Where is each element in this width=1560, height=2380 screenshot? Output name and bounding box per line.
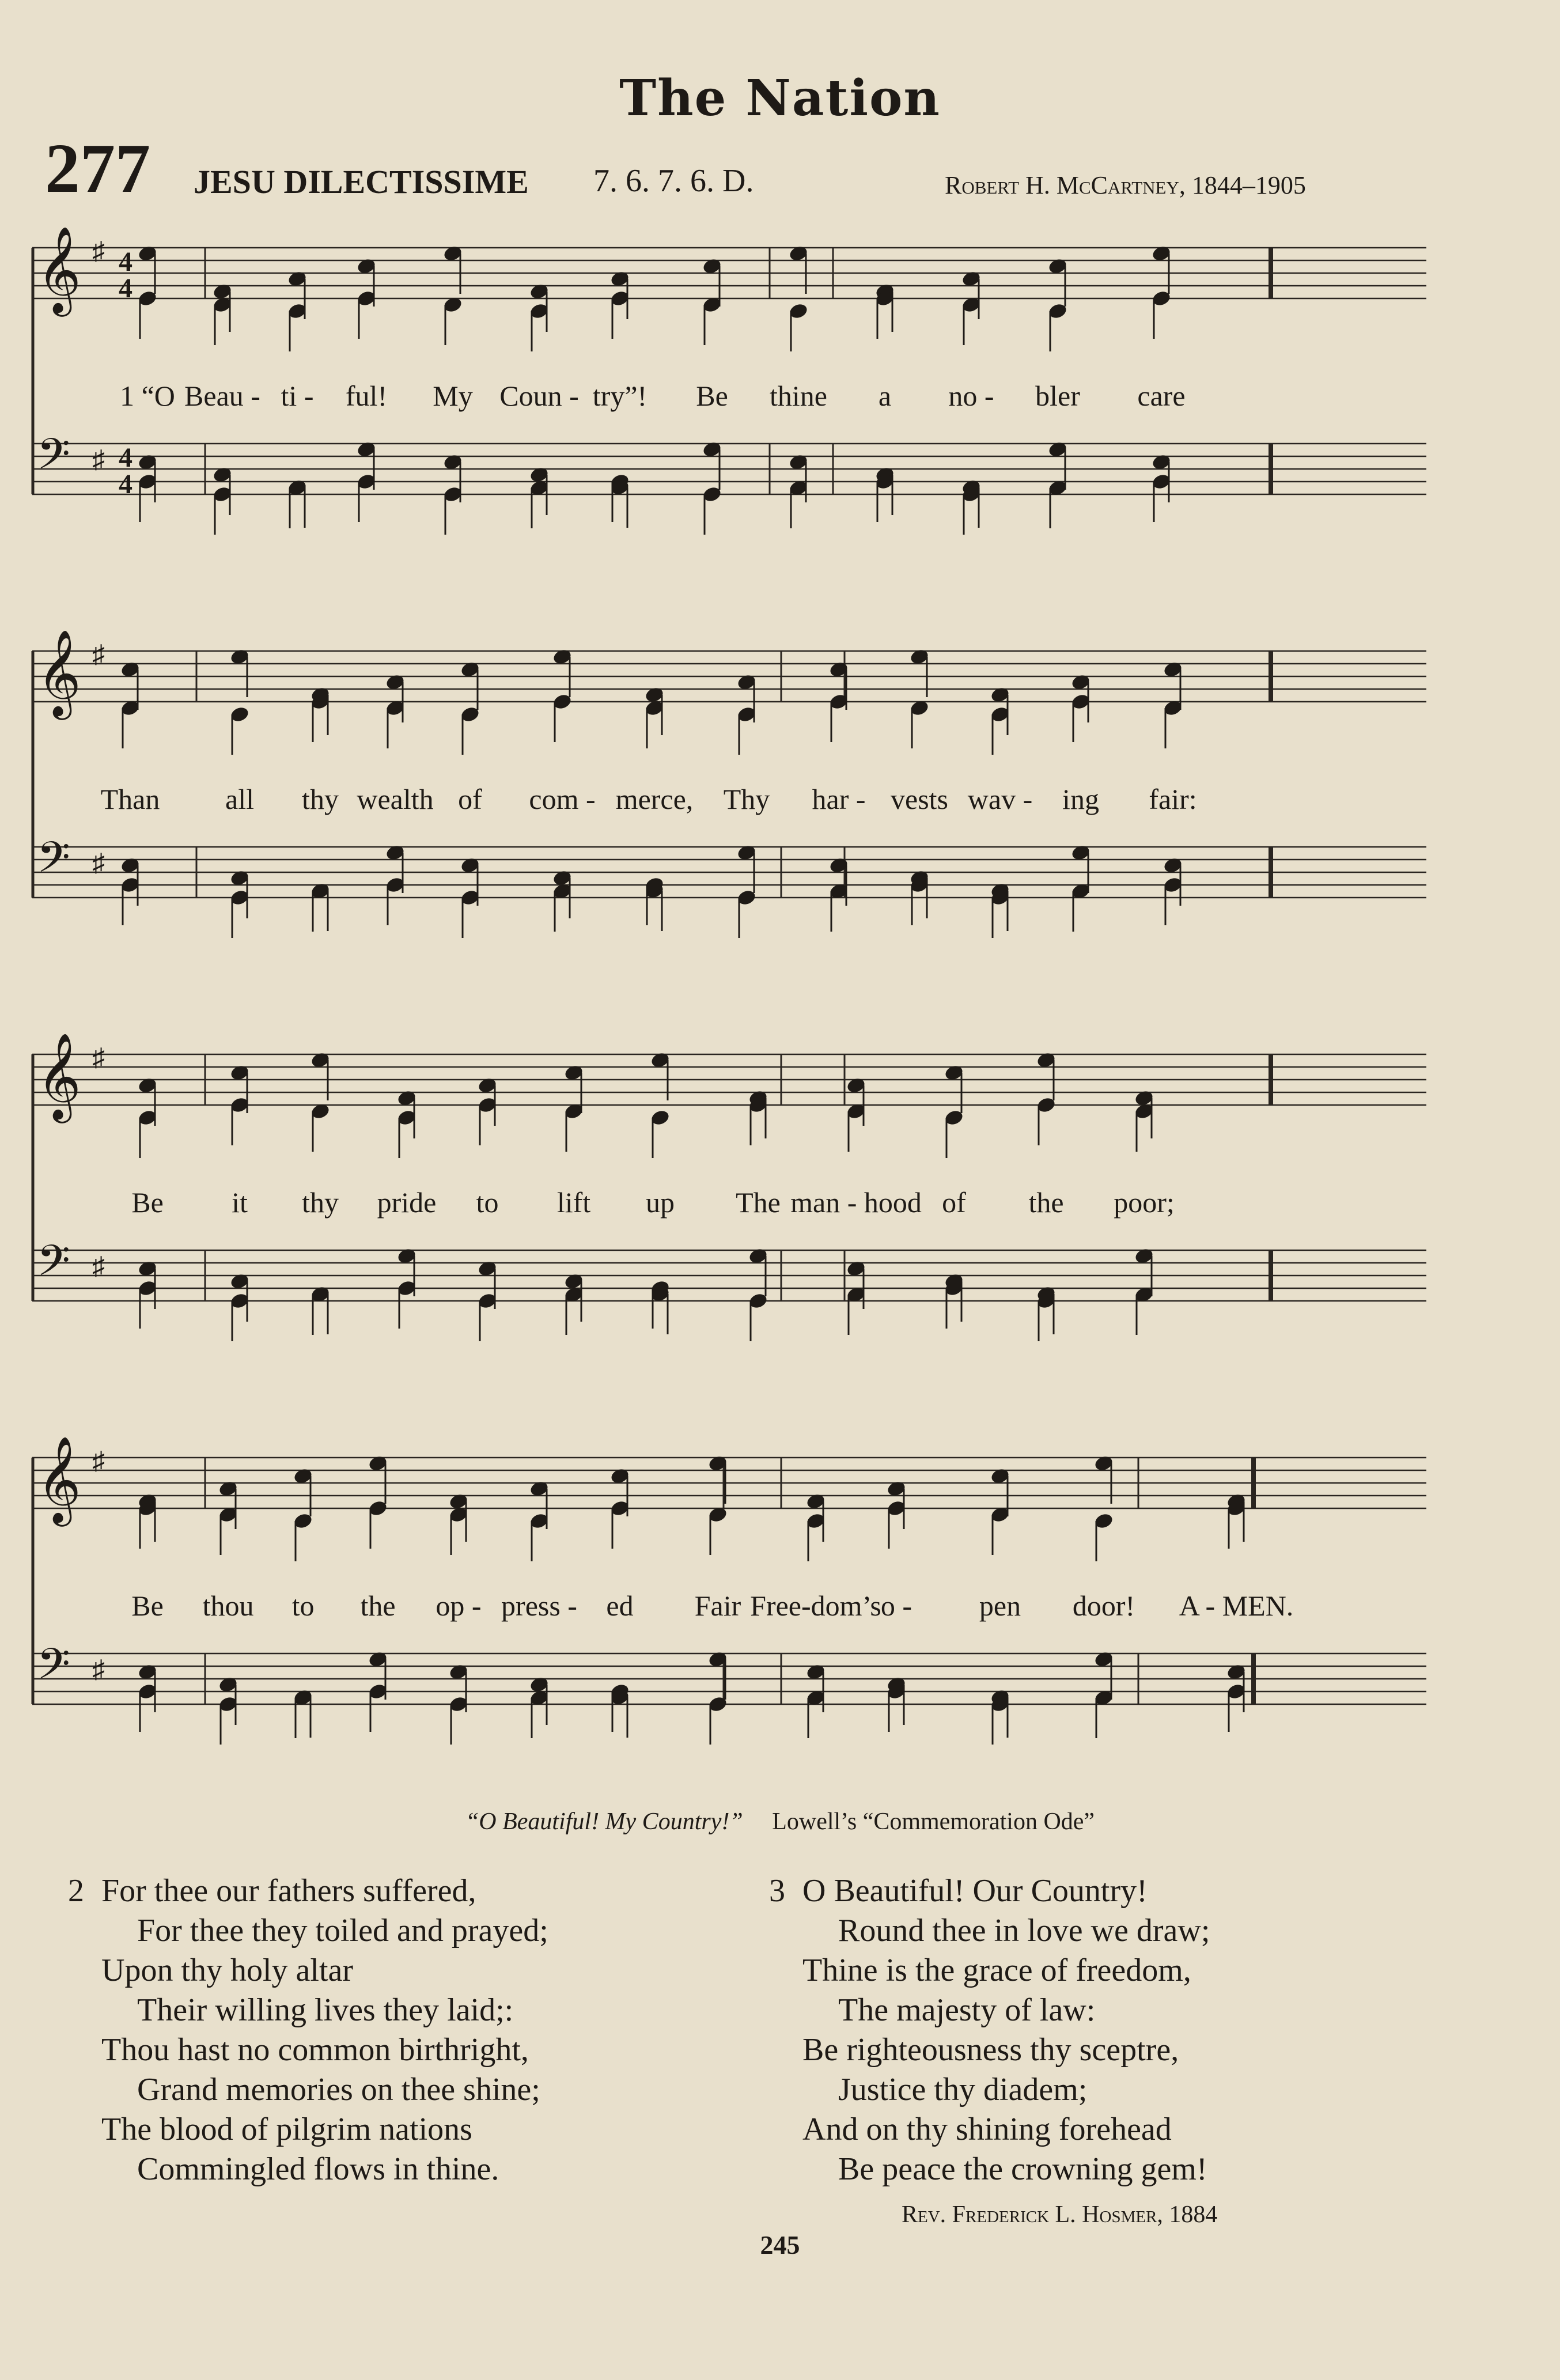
lyric-syllable: pride bbox=[377, 1186, 437, 1219]
lyric-syllable: ed bbox=[606, 1590, 634, 1622]
verse-line: Round thee in love we draw; bbox=[838, 1913, 1210, 1948]
music-system bbox=[32, 1031, 1426, 1400]
sharp-icon: ♯ bbox=[92, 640, 105, 668]
lyric-syllable: the bbox=[360, 1590, 396, 1622]
treble-staff bbox=[32, 629, 1426, 720]
music-system bbox=[32, 225, 1426, 593]
bass-staff bbox=[32, 1236, 1426, 1301]
verse-line: Be righteousness thy sceptre, bbox=[802, 2032, 1179, 2068]
lyric-syllable: My bbox=[433, 380, 473, 412]
time-signature-top: 4 bbox=[119, 247, 132, 277]
sharp-icon: ♯ bbox=[92, 1655, 105, 1683]
verse-3 bbox=[769, 1871, 1460, 2194]
verse-number: 3 bbox=[769, 1873, 785, 1909]
music-system bbox=[32, 1435, 1426, 1803]
lyric-syllable: Than bbox=[100, 783, 160, 815]
lyric-syllable: a bbox=[878, 380, 892, 412]
treble-clef-icon: 𝄞 bbox=[37, 629, 81, 716]
verse-2 bbox=[68, 1871, 759, 2194]
lyric-syllable: Fair bbox=[694, 1590, 741, 1622]
lyric-syllable: no - bbox=[948, 380, 994, 412]
verse-line: Their willing lives they laid;: bbox=[137, 1992, 514, 2028]
lyric-syllable: com - bbox=[529, 783, 596, 815]
sharp-icon: ♯ bbox=[92, 849, 105, 877]
lyric-line bbox=[32, 1186, 1426, 1226]
composer-credit: Robert H. McCartney, 1844–1905 bbox=[945, 171, 1306, 199]
section-title: The Nation bbox=[619, 69, 941, 127]
time-signature-top: 4 bbox=[119, 442, 132, 473]
verse-line: And on thy shining forehead bbox=[802, 2112, 1172, 2147]
lyric-syllable: o - bbox=[880, 1590, 912, 1622]
bass-staff bbox=[32, 429, 1426, 500]
lyric-syllable: 1 “O bbox=[120, 380, 175, 412]
verse-line: For thee they toiled and prayed; bbox=[137, 1913, 548, 1948]
lyric-syllable: thine bbox=[770, 380, 827, 412]
lyric-syllable: try”! bbox=[592, 380, 648, 412]
lyric-syllable: poor; bbox=[1114, 1186, 1175, 1219]
verse-line: Grand memories on thee shine; bbox=[137, 2072, 540, 2107]
lyric-syllable: Free-dom’s bbox=[750, 1590, 881, 1622]
bass-staff bbox=[32, 833, 1426, 898]
verse-line: Thou hast no common birthright, bbox=[101, 2032, 529, 2068]
verse-line: Be peace the crowning gem! bbox=[838, 2151, 1207, 2187]
verse-line: O Beautiful! Our Country! bbox=[802, 1873, 1148, 1909]
lyric-syllable: thy bbox=[302, 783, 339, 815]
hymn-number: 277 bbox=[45, 130, 150, 207]
lyric-syllable: ti - bbox=[281, 380, 314, 412]
lyric-syllable: Beau - bbox=[184, 380, 260, 412]
lyric-syllable: it bbox=[232, 1186, 248, 1219]
source-work: Lowell’s “Commemoration Ode” bbox=[772, 1808, 1095, 1835]
treble-staff bbox=[32, 1435, 1426, 1527]
sharp-icon: ♯ bbox=[92, 1447, 105, 1475]
treble-staff bbox=[32, 225, 1426, 317]
lyric-syllable: care bbox=[1137, 380, 1186, 412]
lyric-syllable: ing bbox=[1062, 783, 1099, 815]
lyric-syllable: ful! bbox=[345, 380, 388, 412]
lyric-syllable: wealth bbox=[357, 783, 434, 815]
lyric-syllable: thy bbox=[302, 1186, 339, 1219]
lyric-syllable: op - bbox=[436, 1590, 482, 1622]
time-signature-bottom: 4 bbox=[119, 469, 132, 500]
page-number: 245 bbox=[760, 2230, 800, 2260]
source-title: “O Beautiful! My Country!” bbox=[465, 1808, 743, 1835]
lyric-syllable: Be bbox=[131, 1186, 164, 1219]
lyric-syllable: to bbox=[291, 1590, 315, 1622]
lyric-line bbox=[32, 782, 1426, 823]
bass-clef-icon: 𝄢 bbox=[37, 429, 70, 490]
lyric-syllable: of bbox=[458, 783, 482, 815]
tune-name: JESU DILECTISSIME bbox=[194, 163, 529, 200]
lyric-syllable: The bbox=[736, 1186, 781, 1219]
sharp-icon: ♯ bbox=[92, 237, 105, 265]
lyric-syllable: all bbox=[225, 783, 254, 815]
lyric-syllable: Be bbox=[696, 380, 728, 412]
lyric-syllable: vests bbox=[891, 783, 948, 815]
sharp-icon: ♯ bbox=[92, 1252, 105, 1280]
verse-line: Commingled flows in thine. bbox=[137, 2151, 499, 2187]
verse-line: The majesty of law: bbox=[838, 1992, 1096, 2028]
lyric-syllable: the bbox=[1028, 1186, 1064, 1219]
bass-staff bbox=[32, 1639, 1426, 1704]
lyric-syllable: press - bbox=[501, 1590, 577, 1622]
verse-line: For thee our fathers suffered, bbox=[101, 1873, 476, 1909]
meter: 7. 6. 7. 6. D. bbox=[593, 163, 754, 199]
verse-number: 2 bbox=[68, 1873, 84, 1909]
lyric-syllable: pen bbox=[979, 1590, 1021, 1622]
lyric-syllable: door! bbox=[1072, 1590, 1135, 1622]
sharp-icon: ♯ bbox=[92, 445, 105, 474]
lyric-syllable: Be bbox=[131, 1590, 164, 1622]
verse-line: Upon thy holy altar bbox=[101, 1953, 354, 1988]
lyric-syllable: Thy bbox=[723, 783, 770, 815]
verse-line: Thine is the grace of freedom, bbox=[802, 1953, 1191, 1988]
lyric-syllable: of bbox=[942, 1186, 966, 1219]
sharp-icon: ♯ bbox=[92, 1043, 105, 1072]
lyric-syllable: merce, bbox=[615, 783, 694, 815]
lyric-syllable: wav - bbox=[967, 783, 1033, 815]
verse-line: The blood of pilgrim nations bbox=[101, 2112, 472, 2147]
bass-clef-icon: 𝄢 bbox=[37, 1236, 70, 1296]
lyric-syllable: A - MEN. bbox=[1179, 1590, 1294, 1622]
lyric-syllable: Coun - bbox=[499, 380, 579, 412]
music-system bbox=[32, 628, 1426, 997]
lyric-syllable: bler bbox=[1035, 380, 1080, 412]
lyric-syllable: har - bbox=[812, 783, 866, 815]
bass-clef-icon: 𝄢 bbox=[37, 1639, 70, 1700]
treble-clef-icon: 𝄞 bbox=[37, 1435, 81, 1523]
lyric-syllable: to bbox=[476, 1186, 499, 1219]
lyric-line bbox=[32, 1589, 1426, 1629]
lyric-line bbox=[32, 379, 1426, 419]
source-line bbox=[0, 1808, 1560, 1836]
text-author: Rev. Frederick L. Hosmer, 1884 bbox=[902, 2201, 1218, 2228]
verse-line: Justice thy diadem; bbox=[838, 2072, 1088, 2107]
lyric-syllable: up bbox=[646, 1186, 675, 1219]
bass-clef-icon: 𝄢 bbox=[37, 833, 70, 893]
time-signature-bottom: 4 bbox=[119, 273, 132, 304]
lyric-syllable: thou bbox=[202, 1590, 254, 1622]
treble-clef-icon: 𝄞 bbox=[37, 225, 81, 313]
treble-clef-icon: 𝄞 bbox=[37, 1032, 81, 1119]
lyric-syllable: fair: bbox=[1149, 783, 1197, 815]
lyric-syllable: lift bbox=[556, 1186, 591, 1219]
lyric-syllable: man - hood bbox=[790, 1186, 922, 1219]
